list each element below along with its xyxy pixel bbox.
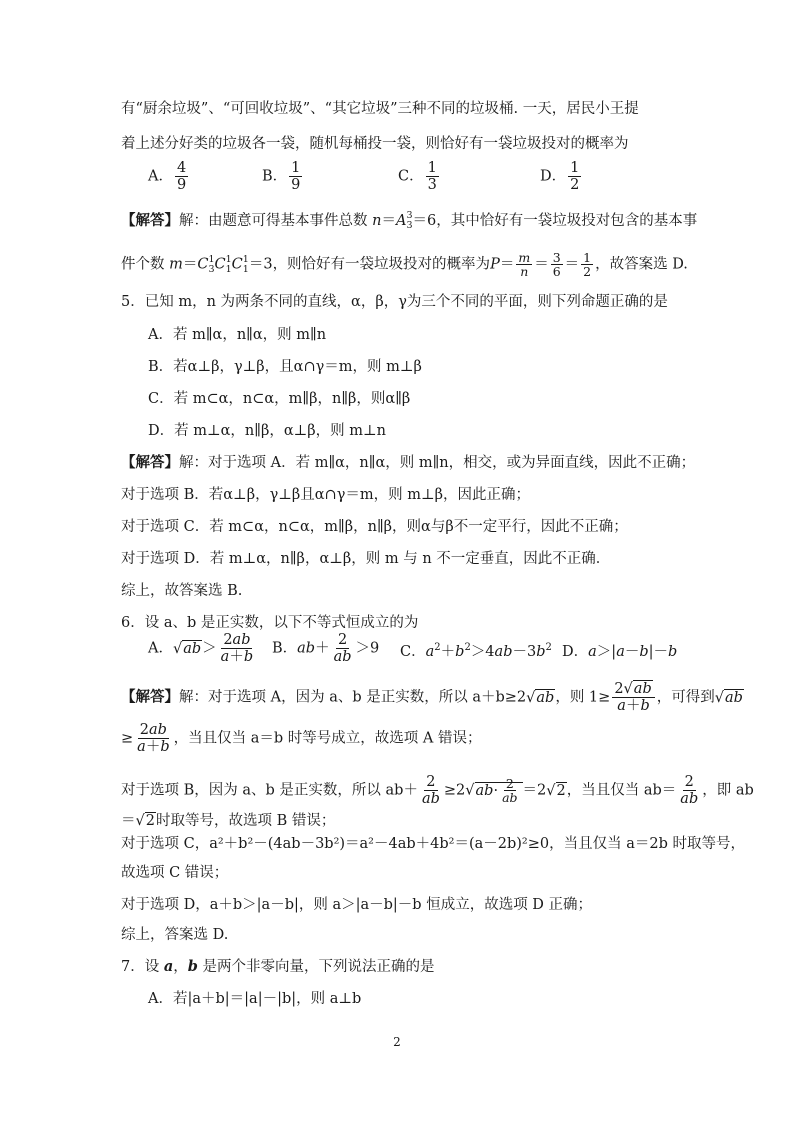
q5-answer-summary: 综上，故答案选 B. (121, 583, 243, 599)
q5-answer-line2: 对于选项 B．若α⊥β，γ⊥β且α∩γ＝m，则 m⊥β，因此正确； (121, 487, 530, 503)
q6-answer-c-line1: 对于选项 C，a²＋b²－(4ab－3b²)＝a²－4ab＋4b²＝(a－2b)²≥0，当且仅当 a＝2b 时取等号， (121, 836, 745, 852)
q5-answer-line3: 对于选项 C．若 m⊂α，n⊂α，m∥β，n∥β，则α与β不一定平行，因此不正确； (121, 519, 628, 535)
q6-answer-a-line2: ≥ $\frac{2ab}{a+b}$ ，当且仅当 a＝b 时等号成立，故选项 A 错误； (121, 722, 482, 755)
q6-answer-b-line1: 对于选项 B，因为 a、b 是正实数，所以 ab＋ $\frac{2}{ab}$ ≥2√ab· $\frac{2}{ab}$ ＝2√2，当且仅当 ab＝ $\frac{2}{ab}$ ，即 ab (121, 774, 754, 807)
q4-option-b: B． $\frac{1}{9}$ (262, 160, 301, 193)
q5-option-b: B．若α⊥β，γ⊥β，且α∩γ＝m，则 m⊥β (148, 359, 422, 375)
q4-answer-line2: 件个数 m＝C 1 3 C 1 1 C 1 1 ＝3，则恰好有一袋垃圾投对的概率为P＝ $\frac{m}{n}$ ＝ $\frac{3}{6}$ ＝ $\frac{1}{2}$ ，故答案选 D. (121, 250, 688, 279)
q4-stem-line1: 有“厨余垃圾”、“可回收垃圾”、“其它垃圾”三种不同的垃圾桶. 一天，居民小王提 (121, 101, 639, 117)
q6-option-b: B．ab＋ $\frac{2}{ab}$ ＞9 (272, 632, 380, 665)
q4-answer-line1: 【解答】解：由题意可得基本事件总数 n＝A 3 3 ＝6，其中恰好有一袋垃圾投对包含的基本事 (121, 210, 698, 231)
q4-stem-line2: 着上述分好类的垃圾各一袋，随机每桶投一袋，则恰好有一袋垃圾投对的概率为 (121, 136, 629, 152)
q4-option-c: C． $\frac{1}{3}$ (398, 160, 437, 193)
q6-option-c: C．$a^2+b^2>4ab-3b^2$ (400, 642, 552, 660)
q6-answer-d: 对于选项 D，a＋b＞|a－b|，则 a＞|a－b|－b 恒成立，故选项 D 正确； (121, 897, 593, 913)
q6-stem: 6．设 a、b 是正实数，以下不等式恒成立的为 (121, 615, 419, 631)
q6-answer-summary: 综上，答案选 D. (121, 927, 229, 943)
q5-option-a: A．若 m∥α，n∥α，则 m∥n (148, 327, 327, 343)
q5-stem: 5．已知 m，n 为两条不同的直线，α，β，γ为三个不同的平面，则下列命题正确的是 (121, 294, 668, 310)
q5-answer-line1: 【解答】解：对于选项 A．若 m∥α，n∥α，则 m∥n，相交，或为异面直线，因此不正确； (121, 454, 696, 471)
q6-option-a: A．√ab＞ $\frac{2ab}{a+b}$ (148, 632, 254, 665)
q6-answer-a-line1: 【解答】解：对于选项 A，因为 a、b 是正实数，所以 a＋b≥2√ab，则 1≥ $\frac{2√ab}{a+b}$ ，可得到√ab (121, 681, 743, 714)
q5-option-d: D．若 m⊥α，n∥β，α⊥β，则 m⊥n (148, 423, 386, 439)
q6-answer-b-line2: ＝√2时取等号，故选项 B 错误； (121, 813, 336, 829)
q7-stem: 7．设 a，b 是两个非零向量，下列说法正确的是 (121, 958, 435, 975)
q6-answer-c-line2: 故选项 C 错误； (121, 865, 229, 881)
q4-option-a: A． $\frac{4}{9}$ (148, 160, 187, 193)
q5-answer-line4: 对于选项 D．若 m⊥α，n∥β，α⊥β，则 m 与 n 不一定垂直，因此不正确． (121, 551, 611, 567)
q6-option-d: D．a＞|a－b|－b (562, 644, 678, 660)
q4-option-d: D． $\frac{1}{2}$ (540, 160, 580, 193)
q5-option-c: C．若 m⊂α，n⊂α，m∥β，n∥β，则α∥β (148, 391, 411, 407)
page-number: 2 (393, 1035, 401, 1049)
q7-option-a: A．若|a＋b|＝|a|－|b|，则 a⊥b (148, 991, 362, 1007)
